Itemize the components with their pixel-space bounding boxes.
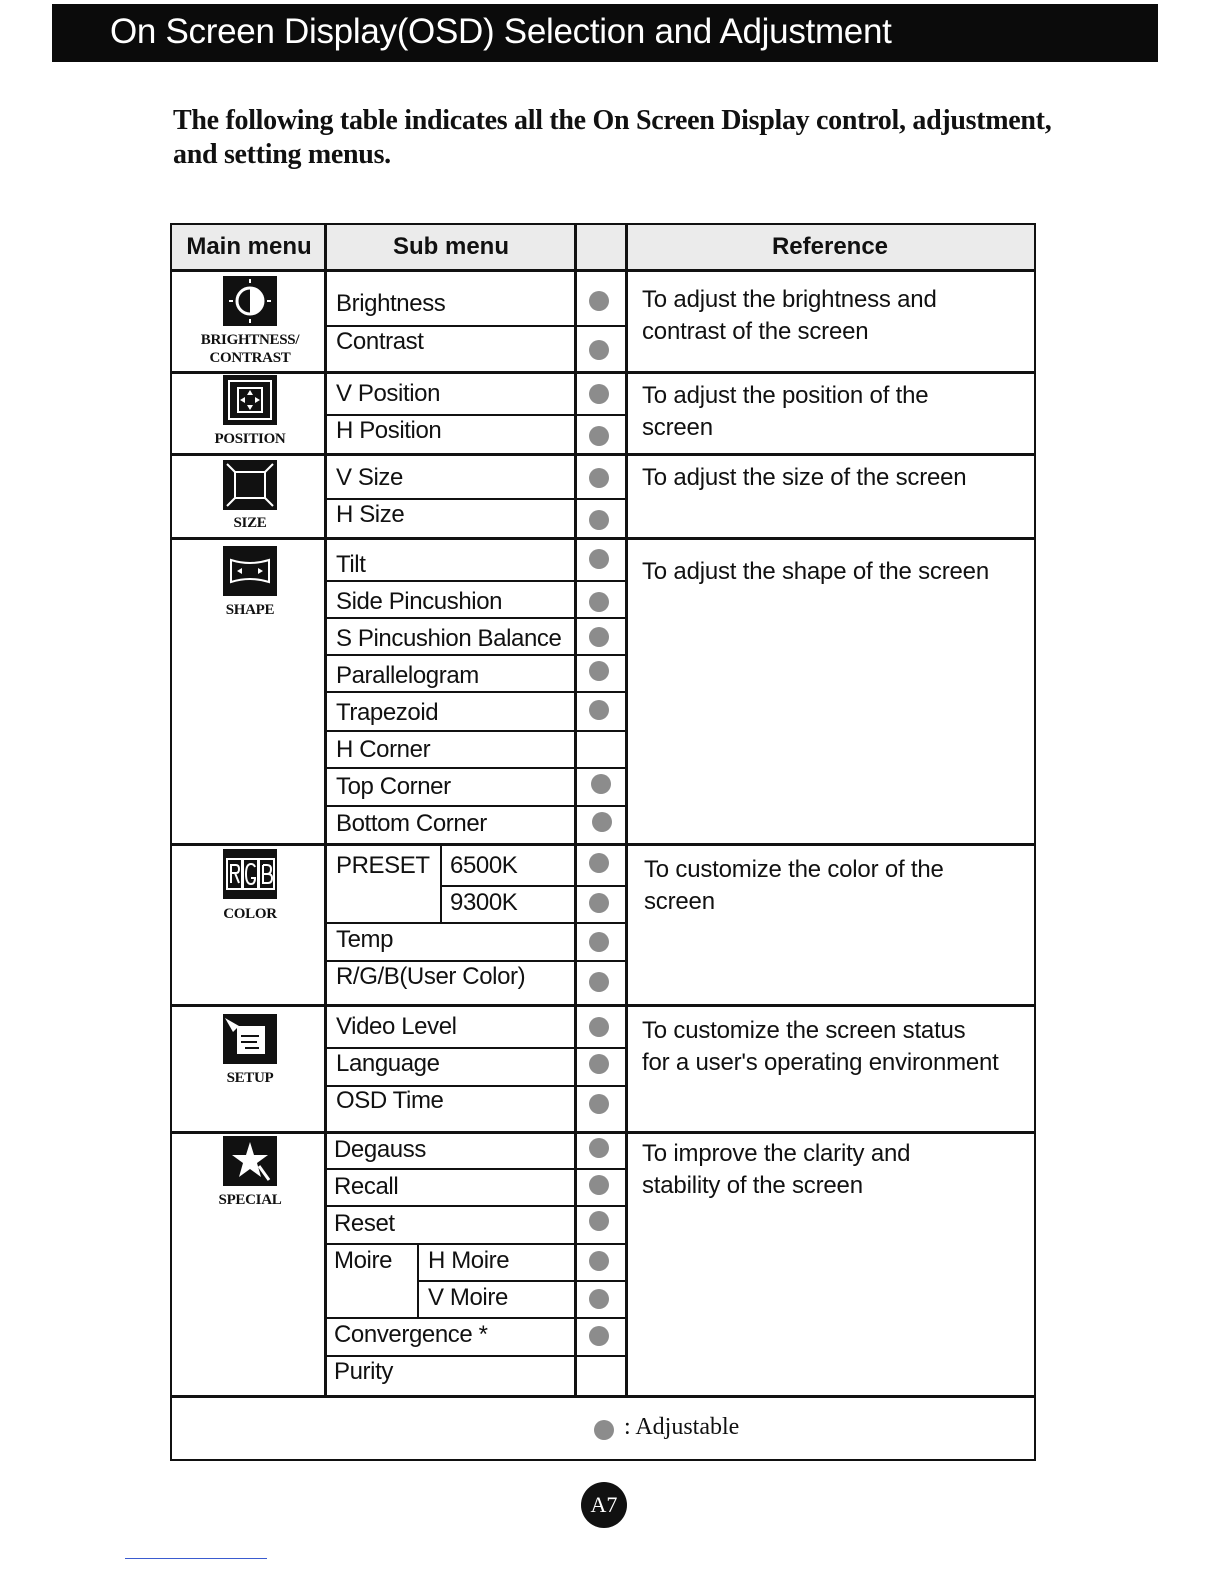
adjustable-dot <box>589 340 609 360</box>
sub-item-reset: Reset <box>334 1210 395 1237</box>
group-divider <box>172 1004 1034 1007</box>
main-menu-label: SIZE <box>233 515 267 531</box>
sub-item-recall: Recall <box>334 1173 399 1200</box>
row-divider <box>326 1205 626 1207</box>
footer-line <box>125 1558 267 1559</box>
header-mark <box>576 225 626 272</box>
adjustable-dot <box>592 812 612 832</box>
legend-dot <box>594 1420 614 1440</box>
adjustable-dot <box>589 1175 609 1195</box>
adjustable-dot <box>589 853 609 873</box>
sub-item-brightness: Brightness <box>336 290 446 317</box>
sub-item-temp: Temp <box>336 926 394 953</box>
sub-item-parallelogram: Parallelogram <box>336 662 479 689</box>
sub-item-video-level: Video Level <box>336 1013 457 1040</box>
adjustable-dot <box>589 627 609 647</box>
adjustable-dot <box>589 700 609 720</box>
group-divider <box>172 371 1034 374</box>
group-divider <box>172 1395 1034 1398</box>
sub-item-tilt: Tilt <box>336 551 366 578</box>
adjustable-dot <box>589 510 609 530</box>
main-menu-label: SETUP <box>226 1070 274 1086</box>
adjustable-dot <box>589 1289 609 1309</box>
shape-icon <box>223 546 277 596</box>
sub-item-s-pincushion-balance: S Pincushion Balance <box>336 625 562 652</box>
sub-item-language: Language <box>336 1050 440 1077</box>
sub-item-degauss: Degauss <box>334 1136 426 1163</box>
adjustable-dot <box>591 774 611 794</box>
row-divider <box>326 498 626 500</box>
adjustable-dot <box>589 932 609 952</box>
row-divider <box>326 730 626 732</box>
row-divider <box>326 805 626 807</box>
row-divider <box>326 617 626 619</box>
adjustable-dot <box>589 384 609 404</box>
adjustable-dot <box>589 1211 609 1231</box>
group-divider <box>172 1131 1034 1134</box>
sub-item-convergence: Convergence * <box>334 1321 488 1348</box>
page-number: A7 <box>581 1482 627 1528</box>
page-title: On Screen Display(OSD) Selection and Adjustment <box>110 12 892 51</box>
sub-item-v-size: V Size <box>336 464 403 491</box>
adjustable-dot <box>589 1017 609 1037</box>
moire-divider <box>417 1243 419 1317</box>
main-menu-label: SPECIAL <box>218 1192 282 1208</box>
sub-item-trapezoid: Trapezoid <box>336 699 439 726</box>
main-menu-label: BRIGHTNESS/ CONTRAST <box>200 332 300 366</box>
group-divider <box>172 537 1034 540</box>
row-divider <box>326 922 626 924</box>
adjustable-dot <box>589 1138 609 1158</box>
row-divider <box>326 654 626 656</box>
adjustable-dot <box>589 1326 609 1346</box>
adjustable-dot <box>589 661 609 681</box>
adjustable-dot <box>589 893 609 913</box>
sub-item-9300k: 9300K <box>450 889 518 916</box>
col-divider <box>625 225 628 1395</box>
reference-special: To improve the clarity and stability of the screen <box>642 1140 911 1199</box>
sub-item-h-size: H Size <box>336 501 405 528</box>
row-divider <box>326 1317 626 1319</box>
sub-item-6500k: 6500K <box>450 852 518 879</box>
adjustable-dot <box>589 549 609 569</box>
col-divider <box>324 225 327 1395</box>
adjustable-dot <box>589 1054 609 1074</box>
rgb-icon <box>223 849 277 899</box>
sub-item-top-corner: Top Corner <box>336 773 451 800</box>
row-divider <box>326 767 626 769</box>
reference-setup: To customize the screen status for a user's operating environment <box>642 1017 999 1076</box>
sub-item-rgb-user-color: R/G/B(User Color) <box>336 963 526 990</box>
sub-item-moire: Moire <box>334 1247 393 1274</box>
row-divider <box>326 1047 626 1049</box>
row-divider <box>326 325 626 327</box>
row-divider <box>326 1355 626 1357</box>
adjustable-dot <box>589 1251 609 1271</box>
adjustable-dot <box>589 592 609 612</box>
reference-brightness-contrast: To adjust the brightness and contrast of the screen <box>642 286 937 345</box>
setup-icon <box>223 1014 277 1064</box>
main-menu-label: COLOR <box>223 906 277 922</box>
reference-shape: To adjust the shape of the screen <box>642 558 989 585</box>
adjustable-dot <box>589 426 609 446</box>
sub-item-h-moire: H Moire <box>428 1247 510 1274</box>
sub-item-h-position: H Position <box>336 417 442 444</box>
main-menu-label: SHAPE <box>225 602 275 618</box>
legend-label: : Adjustable <box>624 1414 740 1440</box>
row-divider <box>326 1168 626 1170</box>
row-divider <box>326 1243 626 1245</box>
brightness-icon <box>223 276 277 326</box>
group-divider <box>172 453 1034 456</box>
group-divider <box>172 843 1034 846</box>
row-divider <box>326 960 626 962</box>
row-divider <box>417 1280 626 1282</box>
sub-item-v-position: V Position <box>336 380 441 407</box>
row-divider <box>326 691 626 693</box>
reference-color: To customize the color of the screen <box>644 856 944 915</box>
special-icon <box>223 1136 277 1186</box>
sub-item-preset: PRESET <box>336 852 430 879</box>
main-menu-label: POSITION <box>214 431 286 447</box>
row-divider <box>326 580 626 582</box>
position-icon <box>223 375 277 425</box>
reference-position: To adjust the position of the screen <box>642 382 929 441</box>
reference-size: To adjust the size of the screen <box>642 464 967 491</box>
header-sub-menu: Sub menu <box>326 225 576 272</box>
adjustable-dot <box>589 1094 609 1114</box>
size-icon <box>223 460 277 510</box>
title-bar <box>52 4 1158 62</box>
sub-item-v-moire: V Moire <box>428 1284 508 1311</box>
sub-item-side-pincushion: Side Pincushion <box>336 588 503 615</box>
adjustable-dot <box>589 291 609 311</box>
col-divider <box>574 225 577 1395</box>
preset-divider <box>440 845 442 922</box>
sub-item-contrast: Contrast <box>336 328 424 355</box>
row-divider <box>440 885 626 887</box>
adjustable-dot <box>589 468 609 488</box>
header-main-menu: Main menu <box>172 225 326 272</box>
sub-item-osd-time: OSD Time <box>336 1087 444 1114</box>
sub-item-bottom-corner: Bottom Corner <box>336 810 487 837</box>
header-reference: Reference <box>626 225 1034 272</box>
row-divider <box>326 414 626 416</box>
adjustable-dot <box>589 972 609 992</box>
intro-text: The following table indicates all the On Screen Display control, adjustment, and setting menus. <box>173 105 1052 170</box>
sub-item-h-corner: H Corner <box>336 736 431 763</box>
sub-item-purity: Purity <box>334 1358 393 1385</box>
